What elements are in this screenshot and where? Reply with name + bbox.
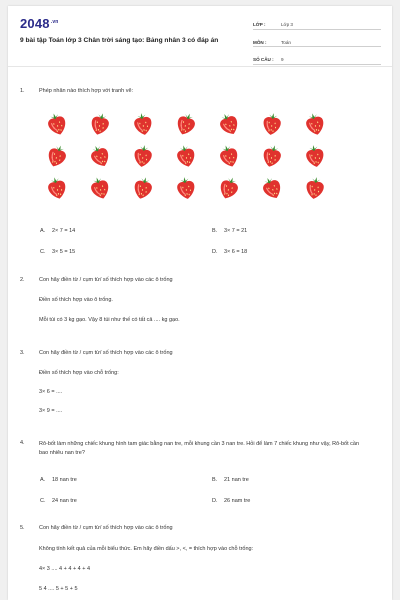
blank-expression-1[interactable]: 3× 6 = .... [39, 389, 63, 395]
worksheet-header [8, 6, 392, 67]
meta-subject [253, 34, 381, 48]
strawberry-icon [216, 175, 242, 201]
question-text: Con hãy điền từ / cụm từ/ số thích hợp vào các ô trống [39, 525, 173, 531]
comparison-expression-1[interactable]: 4× 3 .... 4 + 4 + 4 + 4 [39, 566, 91, 572]
question-text: Phép nhân nào thích hợp với tranh vẽ: [39, 88, 134, 94]
strawberry-icon [44, 143, 70, 169]
strawberry-icon [130, 175, 156, 201]
option-d[interactable]: D. 3× 6 = 18 [212, 249, 248, 255]
strawberry-icon [130, 143, 156, 169]
instruction-text: Điền số thích hợp vào ô trống. [39, 297, 113, 303]
strawberry-icon [44, 111, 70, 137]
page-title: 9 bài tập Toán lớp 3 Chân trời sáng tạo: Bảng nhân 3 có đáp án [20, 37, 219, 44]
option-a[interactable]: A. 2× 7 = 14 [40, 228, 76, 234]
question-number: 5. [20, 525, 25, 531]
meta-subject-label: MÔN : [253, 39, 267, 45]
question-number: 3. [20, 350, 25, 356]
meta-grade [253, 16, 381, 30]
strawberry-icon [44, 175, 70, 201]
strawberry-icon [173, 143, 199, 169]
option-c[interactable]: C. 24 nan tre [40, 498, 77, 504]
strawberry-icon [216, 111, 242, 137]
worksheet-page [8, 6, 392, 600]
strawberry-icon [302, 143, 328, 169]
meta-grade-value: Lớp 3 [281, 22, 293, 27]
instruction-text: Không tính kết quả của mỗi biểu thức. Em hãy điền dấu >, <, = thích hợp vào chỗ trống: [39, 546, 254, 552]
question-text: Con hãy điền từ / cụm từ/ số thích hợp vào các ô trống [39, 350, 173, 356]
question-text: Con hãy điền từ / cụm từ/ số thích hợp vào các ô trống [39, 277, 173, 283]
question-text: Rô-bốt làm những chiếc khung hình tam giác bằng nan tre, mỗi khung cần 3 nan tre. Hỏi để làm 7 chiếc khung như vậy, Rô-bốt cần bao nhiêu nan tre? [39, 441, 360, 456]
meta-grade-label: LỚP : [253, 22, 266, 27]
blank-expression-2[interactable]: 3× 9 = .... [39, 408, 63, 414]
strawberry-icon [87, 111, 113, 137]
option-a[interactable]: A. 18 nan tre [40, 477, 77, 483]
strawberry-icon [173, 175, 199, 201]
strawberry-icon [130, 111, 156, 137]
strawberry-icon [302, 111, 328, 137]
problem-text: Mỗi túi có 3 kg gạo. Vậy 8 túi như thế có tất cả .... kg gạo. [39, 317, 180, 323]
worksheet-meta [253, 16, 381, 69]
instruction-text: Điền số thích hợp vào chỗ trống: [39, 370, 119, 376]
site-logo[interactable]: $2048^{.vn}$ [20, 16, 59, 31]
question-number: 1. [20, 88, 25, 94]
option-b[interactable]: B. 21 nan tre [212, 477, 249, 483]
option-c[interactable]: C. 3× 5 = 15 [40, 249, 76, 255]
strawberry-icon [87, 143, 113, 169]
meta-count-label: SỐ CÂU : [253, 57, 274, 62]
strawberry-icon [302, 175, 328, 201]
option-d[interactable]: D. 26 nam tre [212, 498, 251, 504]
strawberry-icon [216, 143, 242, 169]
strawberry-icon [87, 175, 113, 201]
question-number: 4. [20, 440, 25, 446]
strawberry-icon [173, 111, 199, 137]
meta-count-value: 9 [281, 57, 284, 62]
question-number: 2. [20, 277, 25, 283]
strawberry-icon [259, 143, 285, 169]
comparison-expression-2[interactable]: 5 4 .... 5 + 5 + 5 [39, 586, 78, 592]
strawberry-icon [259, 175, 285, 201]
meta-count [253, 51, 381, 65]
option-b[interactable]: B. 3× 7 = 21 [212, 228, 248, 234]
meta-subject-value: Toán [281, 39, 291, 45]
strawberry-icon [259, 111, 285, 137]
